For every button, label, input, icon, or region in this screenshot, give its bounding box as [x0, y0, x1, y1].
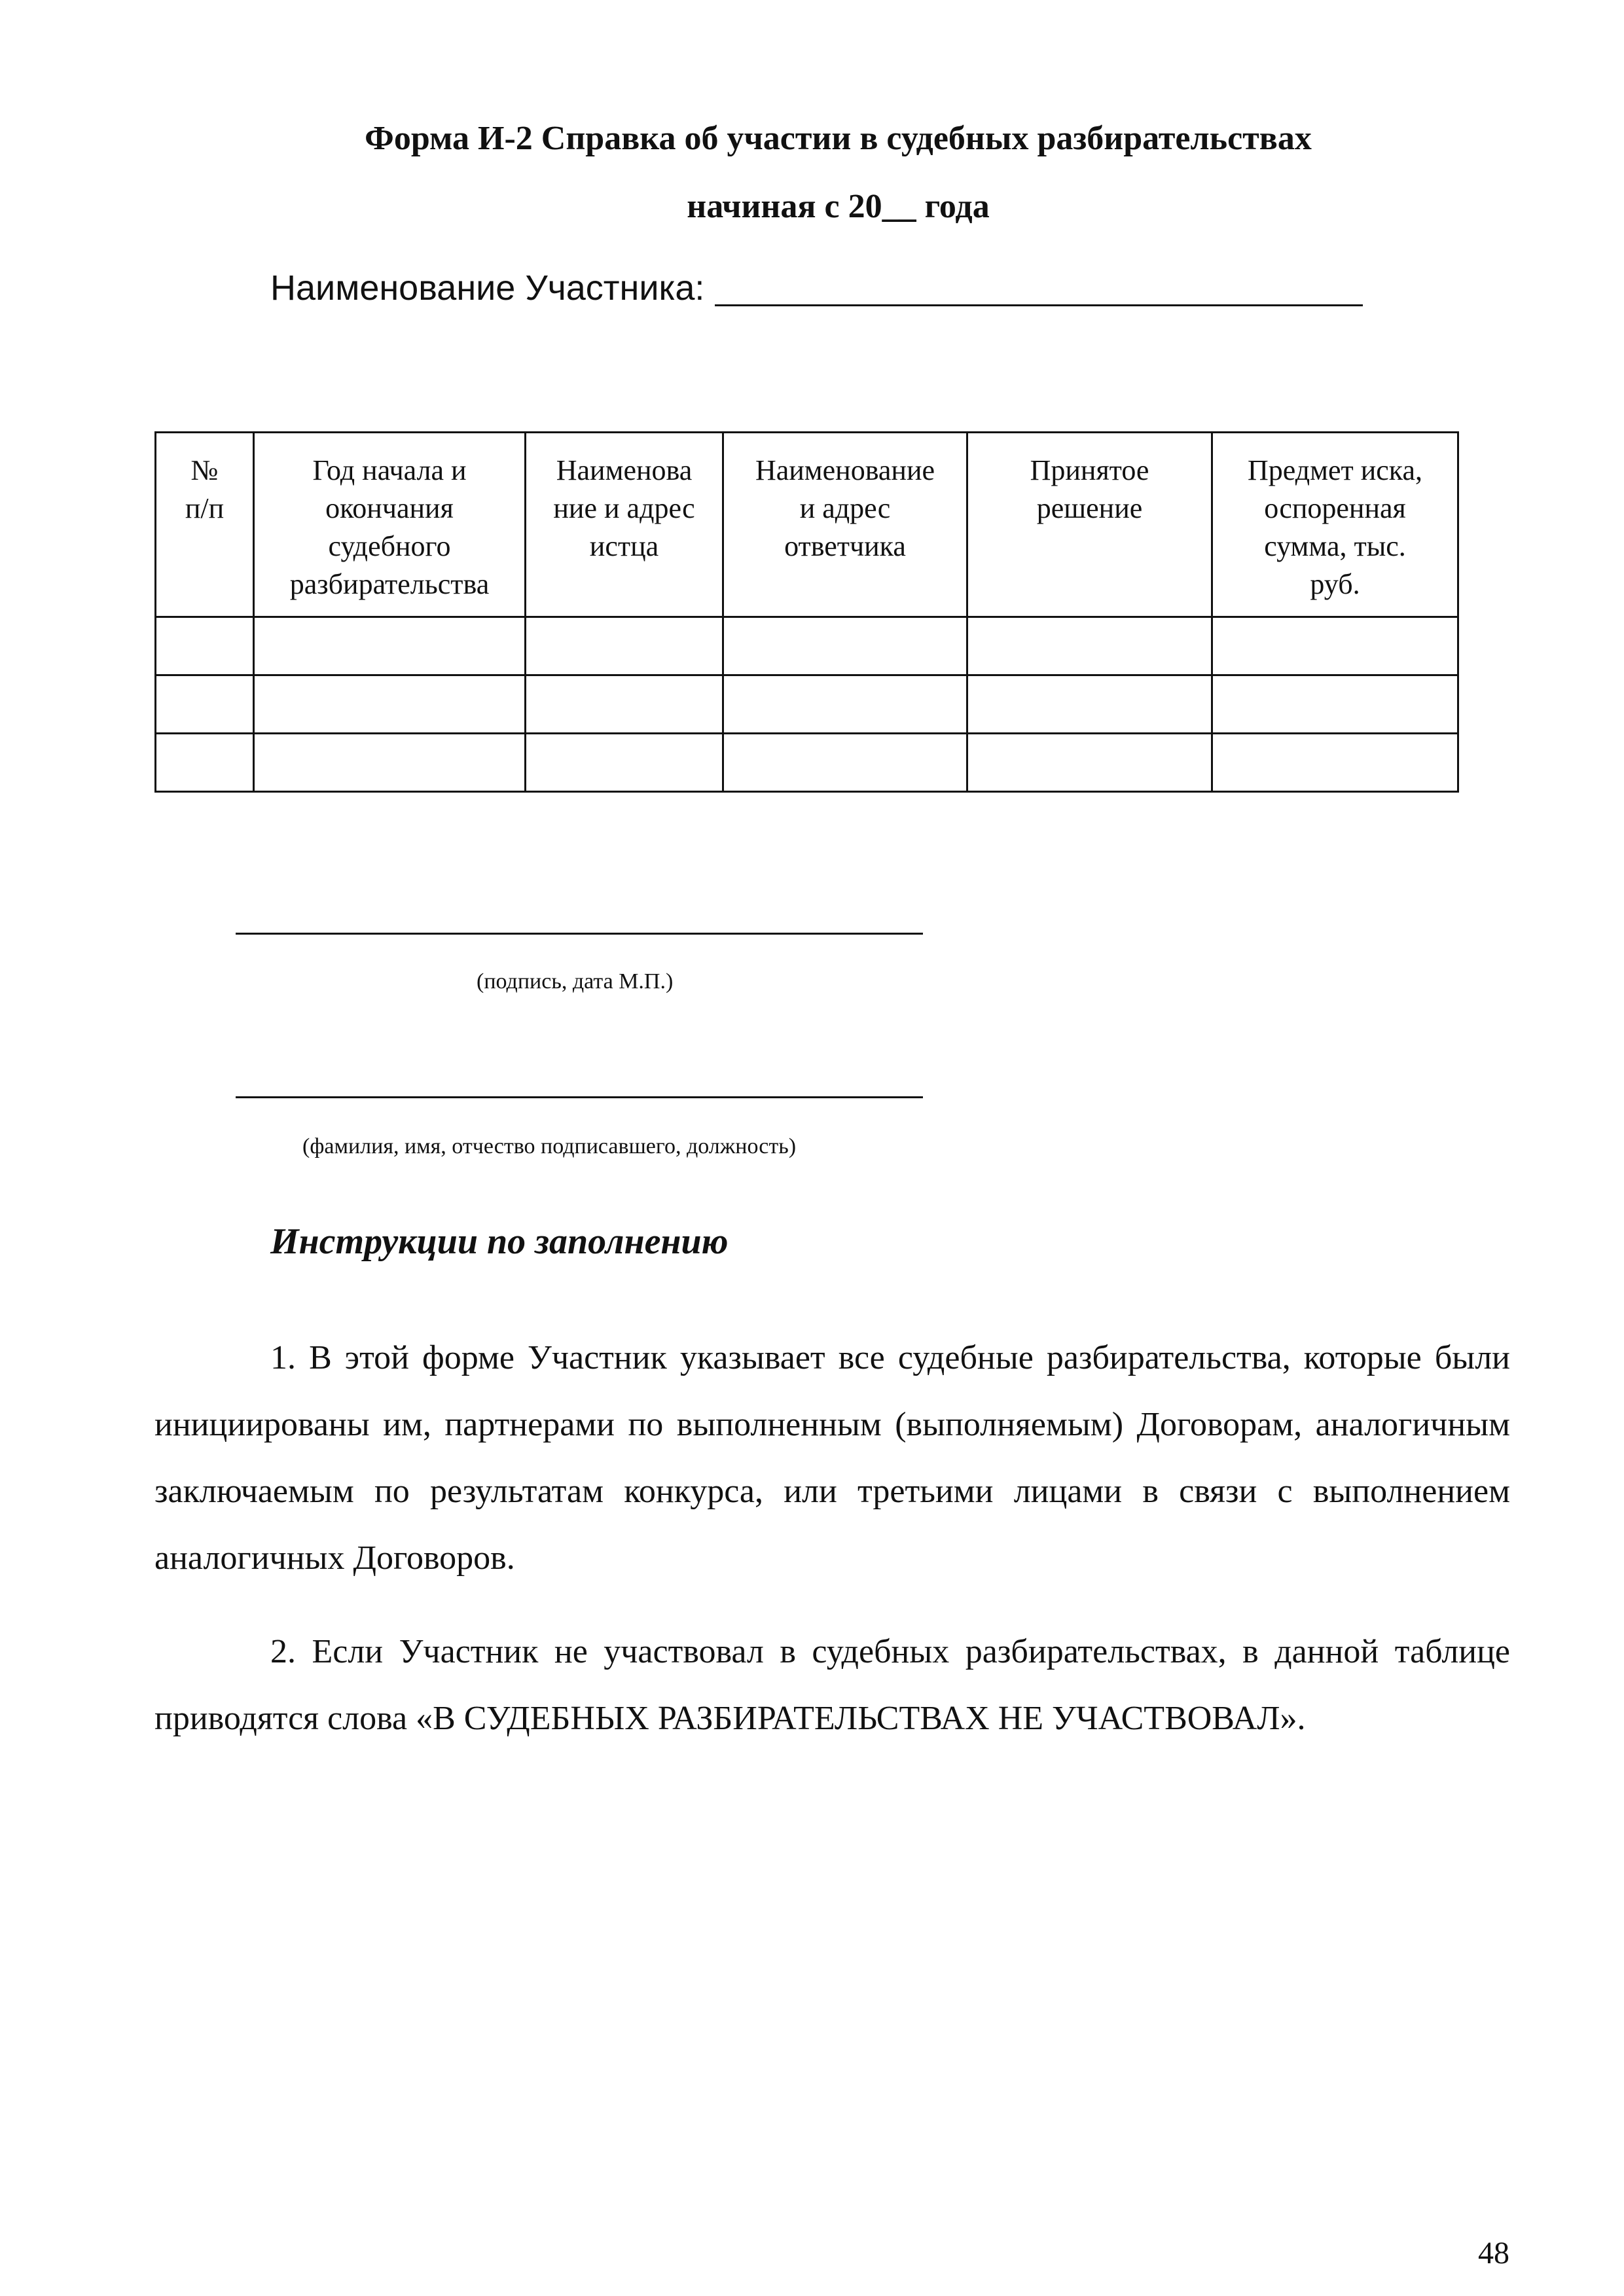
header-number — [156, 433, 254, 617]
participant-name-blank[interactable] — [715, 304, 1363, 306]
signatory-caption: (фамилия, имя, отчество подписавшего, должность) — [302, 1134, 797, 1158]
table-header-row — [156, 433, 1458, 617]
form-subtitle: начиная с 20__ года — [687, 188, 990, 225]
table-cell[interactable] — [967, 617, 1212, 675]
header-line: истца — [589, 530, 659, 562]
instruction-paragraph-1: 1. В этой форме Участник указывает все судебные разбирательства, которые были инициированы им, партнерами по выполненным (выполняемым) Договорам, аналогичным заключаемым по результатам конкурса, или третьими лицами в связи с выполнением аналогичных Договоров. — [154, 1339, 1510, 1577]
header-line: Принятое — [1030, 454, 1149, 486]
header-line: Предмет иска, — [1247, 454, 1423, 486]
table-cell[interactable] — [1212, 617, 1458, 675]
header-line: решение — [1036, 492, 1143, 524]
header-line: Год начала и — [312, 454, 467, 486]
table-cell[interactable] — [526, 675, 723, 734]
header-years — [254, 433, 526, 617]
header-defendant — [723, 433, 967, 617]
table-cell[interactable] — [254, 734, 526, 792]
header-line: разбирательства — [289, 568, 490, 600]
header-line: сумма, тыс. — [1264, 530, 1406, 562]
signatory-name-line[interactable] — [236, 1096, 923, 1098]
table-cell[interactable] — [526, 617, 723, 675]
table-cell[interactable] — [967, 734, 1212, 792]
table-row — [156, 617, 1458, 675]
header-line: п/п — [185, 492, 225, 524]
table-cell[interactable] — [723, 675, 967, 734]
header-claim — [1212, 433, 1458, 617]
header-line: Наименова — [556, 454, 693, 486]
table-cell[interactable] — [1212, 675, 1458, 734]
table-cell[interactable] — [254, 675, 526, 734]
header-line: Наименование — [755, 454, 935, 486]
header-line: ответчика — [784, 530, 906, 562]
header-plaintiff — [526, 433, 723, 617]
table-cell[interactable] — [526, 734, 723, 792]
table-cell[interactable] — [1212, 734, 1458, 792]
header-line: руб. — [1310, 568, 1360, 600]
signature-line[interactable] — [236, 933, 923, 935]
table-row — [156, 734, 1458, 792]
header-line: оспоренная — [1264, 492, 1406, 524]
table-cell[interactable] — [723, 617, 967, 675]
header-line: и адрес — [799, 492, 891, 524]
table-cell[interactable] — [156, 617, 254, 675]
signature-caption: (подпись, дата М.П.) — [477, 969, 674, 994]
page-number: 48 — [1478, 2236, 1509, 2270]
header-line: № — [190, 454, 219, 486]
table-cell[interactable] — [156, 675, 254, 734]
participant-label: Наименование Участника: — [270, 268, 705, 308]
header-decision — [967, 433, 1212, 617]
header-line: окончания — [325, 492, 454, 524]
table-cell[interactable] — [254, 617, 526, 675]
form-title: Форма И-2 Справка об участии в судебных разбирательствах — [365, 120, 1312, 157]
instructions-heading: Инструкции по заполнению — [270, 1221, 729, 1262]
table-cell[interactable] — [156, 734, 254, 792]
table-cell[interactable] — [967, 675, 1212, 734]
instruction-paragraph-2: 2. Если Участник не участвовал в судебных разбирательствах, в данной таблице приводятся слова «В СУДЕБНЫХ РАЗБИРАТЕЛЬСТВАХ НЕ УЧАСТВОВАЛ». — [154, 1633, 1510, 1737]
litigation-table — [154, 431, 1459, 793]
table-row — [156, 675, 1458, 734]
header-line: ние и адрес — [553, 492, 695, 524]
table-cell[interactable] — [723, 734, 967, 792]
header-line: судебного — [328, 530, 451, 562]
